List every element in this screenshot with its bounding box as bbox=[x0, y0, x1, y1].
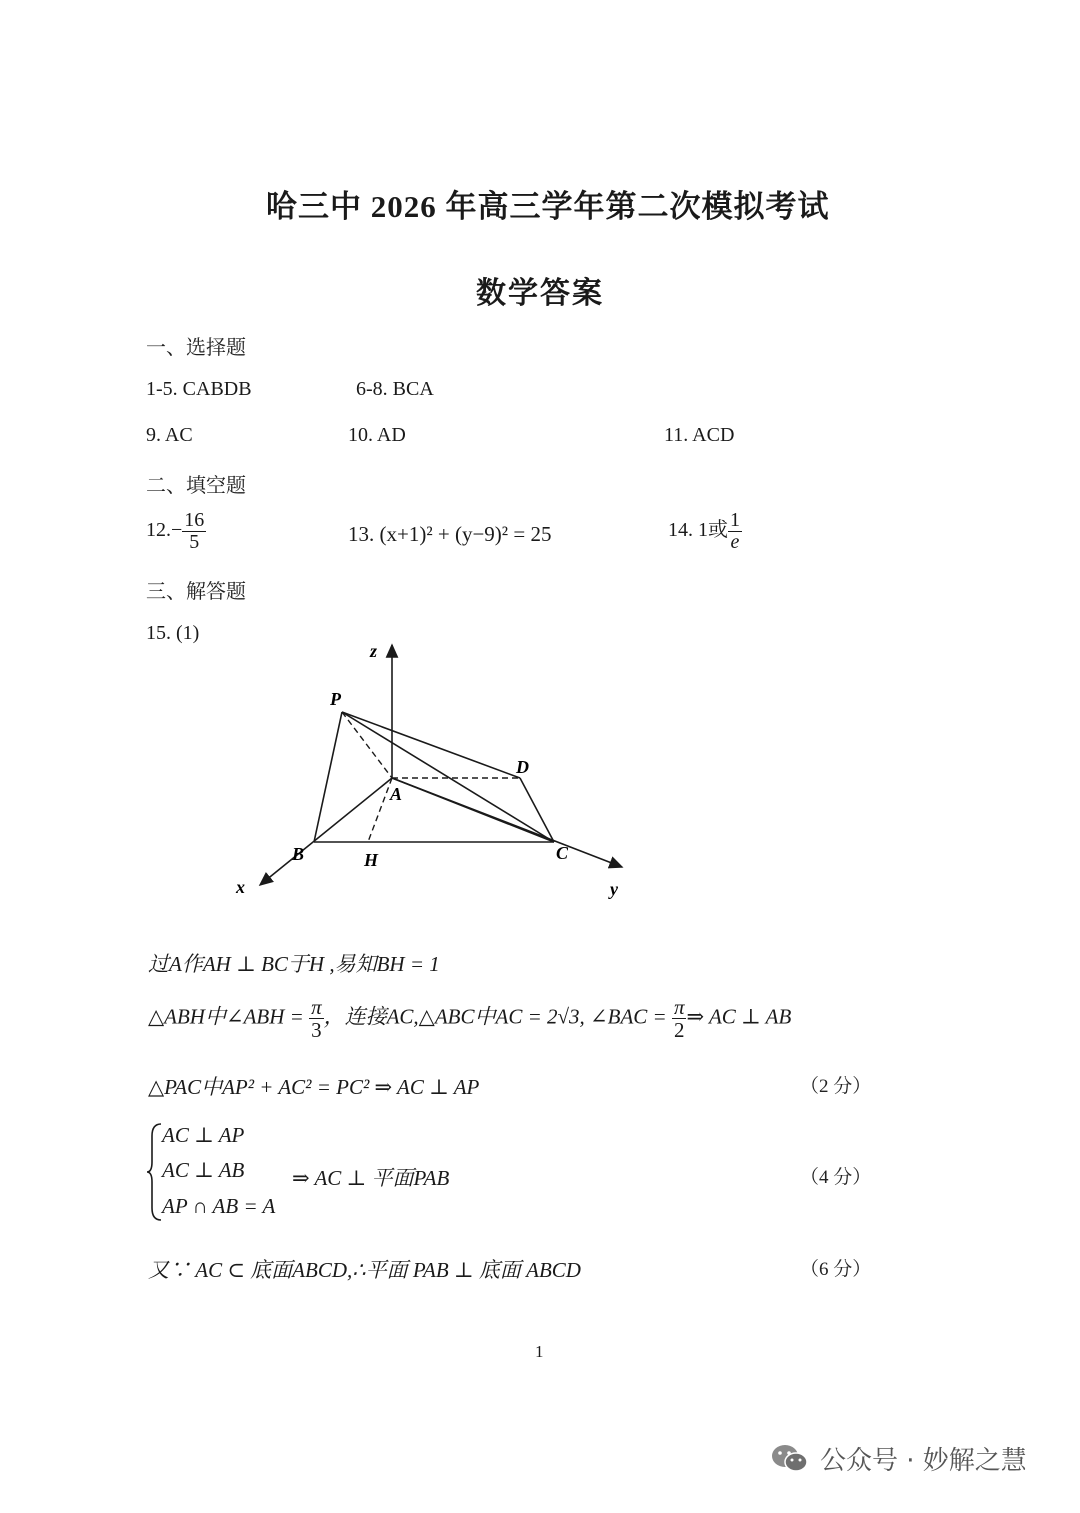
answer-11: 11. ACD bbox=[664, 424, 735, 446]
answer-12-numerator: 16 bbox=[184, 509, 205, 531]
section-solve: 三、解答题 bbox=[146, 581, 246, 603]
system-result: ⇒ AC ⊥ 平面PAB bbox=[292, 1166, 450, 1190]
line2-three: 3 bbox=[311, 1018, 322, 1043]
solution-line-3: △PAC中AP² + AC² = PC² ⇒ AC ⊥ AP bbox=[148, 1075, 480, 1099]
answer-14-label: 14. 1或 bbox=[668, 519, 728, 542]
label-x: x bbox=[236, 877, 245, 897]
edge-pd bbox=[342, 712, 520, 778]
answer-6-8: 6-8. BCA bbox=[356, 378, 434, 400]
page-subtitle: 数学答案 bbox=[476, 277, 604, 310]
page-number: 1 bbox=[535, 1342, 544, 1361]
line2-frac-pi-3 bbox=[309, 996, 324, 1041]
answer-14-denominator: e bbox=[730, 531, 740, 553]
label-y: y bbox=[610, 879, 618, 899]
edge-pc bbox=[342, 712, 554, 842]
score-6: （6 分） bbox=[800, 1259, 872, 1280]
answer-1-5: 1-5. CABDB bbox=[146, 378, 252, 400]
answer-12-denominator: 5 bbox=[189, 531, 200, 553]
q15-label: 15. (1) bbox=[146, 622, 200, 644]
label-d: D bbox=[516, 757, 529, 777]
answer-13: 13. (x+1)² + (y−9)² = 25 bbox=[348, 522, 552, 546]
label-a: A bbox=[390, 784, 403, 804]
pyramid-figure bbox=[230, 635, 650, 905]
system-line-2: AC ⊥ AB bbox=[162, 1158, 245, 1182]
watermark bbox=[770, 1440, 1027, 1477]
system-line-3: AP ∩ AB = A bbox=[162, 1194, 276, 1218]
solution-line-2 bbox=[148, 996, 791, 1041]
answer-9: 9. AC bbox=[146, 424, 193, 446]
answer-14-fraction bbox=[728, 510, 742, 553]
watermark-text: 公众号 · 妙解之慧 bbox=[820, 1446, 1027, 1476]
line2-pi-2: π bbox=[673, 995, 685, 1019]
wechat-icon bbox=[770, 1442, 810, 1476]
label-c: C bbox=[556, 843, 569, 863]
edge-ac bbox=[392, 778, 554, 842]
label-p: P bbox=[330, 689, 341, 709]
section-choice: 一、选择题 bbox=[146, 337, 246, 359]
solution-line-1: 过A作AH ⊥ BC于H ,易知BH = 1 bbox=[148, 952, 440, 976]
label-z: z bbox=[370, 641, 378, 661]
answer-14 bbox=[668, 510, 742, 553]
line2-two: 2 bbox=[673, 1018, 685, 1043]
line2-pi: π bbox=[311, 995, 322, 1019]
score-2: （2 分） bbox=[800, 1076, 872, 1097]
line2-part-c: ⇒ AC ⊥ AB bbox=[686, 1004, 792, 1029]
page-title: 哈三中 2026 年高三学年第二次模拟考试 bbox=[266, 189, 830, 224]
answer-12 bbox=[146, 510, 206, 553]
answer-12-sign: − bbox=[171, 519, 183, 542]
label-h: H bbox=[364, 850, 379, 870]
solution-line-5: 又∵ AC ⊂ 底面ABCD,∴平面 PAB ⊥ 底面 ABCD bbox=[148, 1258, 581, 1282]
answer-10: 10. AD bbox=[348, 424, 406, 446]
answer-14-numerator: 1 bbox=[730, 509, 740, 531]
score-4: （4 分） bbox=[800, 1167, 872, 1188]
system-line-1: AC ⊥ AP bbox=[162, 1123, 245, 1147]
line2-part-a: △ABH中∠ABH = bbox=[148, 1004, 304, 1029]
section-fill: 二、填空题 bbox=[146, 475, 246, 497]
line2-part-b: ，连接AC,△ABC中AC = 2√3, ∠BAC = bbox=[323, 1004, 667, 1029]
label-b: B bbox=[292, 844, 305, 864]
answer-12-label: 12. bbox=[146, 519, 171, 542]
answer-12-fraction bbox=[182, 510, 206, 553]
line2-frac-pi-2 bbox=[672, 996, 687, 1041]
